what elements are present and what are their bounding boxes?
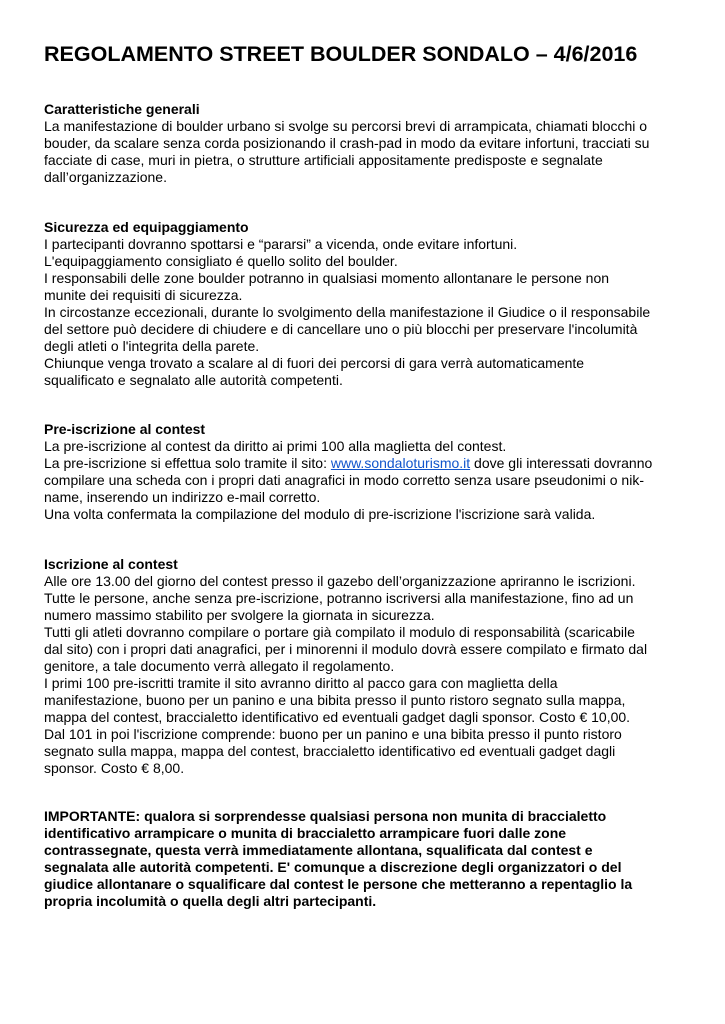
paragraph-line (44, 455, 694, 472)
sondaloturismo-link[interactable]: www.sondaloturismo.it (330, 455, 471, 471)
paragraph-line: I responsabili delle zone boulder potranno in qualsiasi momento allontanare le persone non (44, 270, 610, 286)
paragraph-line: numero massimo stabilito per svolgere la giornata in sicurezza. (44, 607, 435, 623)
section-iscrizione (44, 556, 694, 777)
paragraph-line: Tutti gli atleti dovranno compilare o portare già compilato il modulo di responsabilità (scaricabile (44, 624, 635, 640)
paragraph-line: del settore può decidere di chiudere e di cancellare uno o più blocchi per preservare l'incolumità (44, 321, 638, 337)
paragraph-line: Dal 101 in poi l'iscrizione comprende: buono per un panino e una bibita presso il punto ristoro (44, 726, 622, 742)
paragraph-line: La pre-iscrizione al contest da diritto ai primi 100 alla maglietta del contest. (44, 438, 507, 454)
paragraph-line: La manifestazione di boulder urbano si svolge su percorsi brevi di arrampicata, chiamati blocchi o (44, 118, 648, 134)
paragraph-line: I partecipanti dovranno spottarsi e “pararsi” a vicenda, onde evitare infortuni. (44, 236, 518, 252)
paragraph-line: bouder, da scalare senza corda posizionando il crash-pad in modo da evitare infortuni, tracciati su (44, 135, 650, 151)
paragraph-line: In circostanze eccezionali, durante lo svolgimento della manifestazione il Giudice o il responsabile (44, 304, 651, 320)
link-suffix-text: dove gli interessati dovranno (470, 455, 653, 471)
section-heading: Iscrizione al contest (44, 556, 178, 572)
paragraph-line: Chiunque venga trovato a scalare al di fuori dei percorsi di gara verrà automaticamente (44, 355, 585, 371)
paragraph-line: degli atleti o l'integrita della parete. (44, 338, 260, 354)
paragraph-line: facciate di case, muri in pietra, o strutture artificiali appositamente predisposte e segnalate (44, 152, 603, 168)
paragraph-line: Alle ore 13.00 del giorno del contest presso il gazebo dell’organizzazione apriranno le iscrizioni. (44, 573, 636, 589)
paragraph-line: munite dei requisiti di sicurezza. (44, 287, 243, 303)
important-line: identificativo arrampicare o munita di braccialetto arrampicare fuori dalle zone (44, 825, 567, 841)
paragraph-line: manifestazione, buono per un panino e una bibita presso il punto ristoro segnato sulla mappa, (44, 692, 626, 708)
section-pre-iscrizione (44, 421, 694, 523)
paragraph-line: mappa del contest, braccialetto identificativo ed eventuali gadget dagli sponsor. Costo € 10,00. (44, 709, 631, 725)
paragraph-line: Una volta confermata la compilazione del modulo di pre-iscrizione l'iscrizione sarà valida. (44, 506, 596, 522)
important-line: giudice allontanare o squalificare dal contest le persone che metteranno a repentaglio la (44, 876, 633, 892)
paragraph-line: name, inserendo un indirizzo e-mail corretto. (44, 489, 321, 505)
paragraph-line: genitore, a tale documento verrà allegato il regolamento. (44, 658, 395, 674)
paragraph-line: Tutte le persone, anche senza pre-iscrizione, potranno iscriversi alla manifestazione, fino ad un (44, 590, 634, 606)
paragraph-line: squalificato e segnalato alle autorità competenti. (44, 372, 343, 388)
paragraph-line: sponsor. Costo € 8,00. (44, 760, 185, 776)
important-line: propria incolumità o quella degli altri partecipanti. (44, 893, 377, 909)
section-caratteristiche (44, 101, 694, 186)
document-title: REGOLAMENTO STREET BOULDER SONDALO – 4/6/2016 (44, 42, 638, 66)
paragraph-line: L'equipaggiamento consigliato é quello solito del boulder. (44, 253, 398, 269)
section-importante (44, 808, 694, 910)
paragraph-line: dall’organizzazione. (44, 169, 167, 185)
link-prefix-text: La pre-iscrizione si effettua solo tramite il sito: (44, 455, 331, 471)
paragraph-line: I primi 100 pre-iscritti tramite il sito avranno diritto al pacco gara con maglietta della (44, 675, 558, 691)
section-sicurezza (44, 219, 694, 389)
paragraph-line: segnato sulla mappa, mappa del contest, braccialetto identificativo ed eventuali gadget dagli (44, 743, 616, 759)
section-heading: Sicurezza ed equipaggiamento (44, 219, 249, 235)
section-heading: Pre-iscrizione al contest (44, 421, 206, 437)
paragraph-line: dal sito) con i propri dati anagrafici, per i minorenni il modulo dovrà essere compilato e firmato dal (44, 641, 648, 657)
important-line: contrassegnate, questa verrà immediatamente allontana, squalificata dal contest e (44, 842, 593, 858)
section-heading: Caratteristiche generali (44, 101, 200, 117)
paragraph-line: compilare una scheda con i propri dati anagrafici in modo corretto senza usare pseudonimi o nik- (44, 472, 644, 488)
important-line: IMPORTANTE: qualora si sorprendesse qualsiasi persona non munita di braccialetto (44, 808, 607, 824)
important-line: segnalata alle autorità competenti. E' comunque a discrezione degli organizzatori o del (44, 859, 622, 875)
